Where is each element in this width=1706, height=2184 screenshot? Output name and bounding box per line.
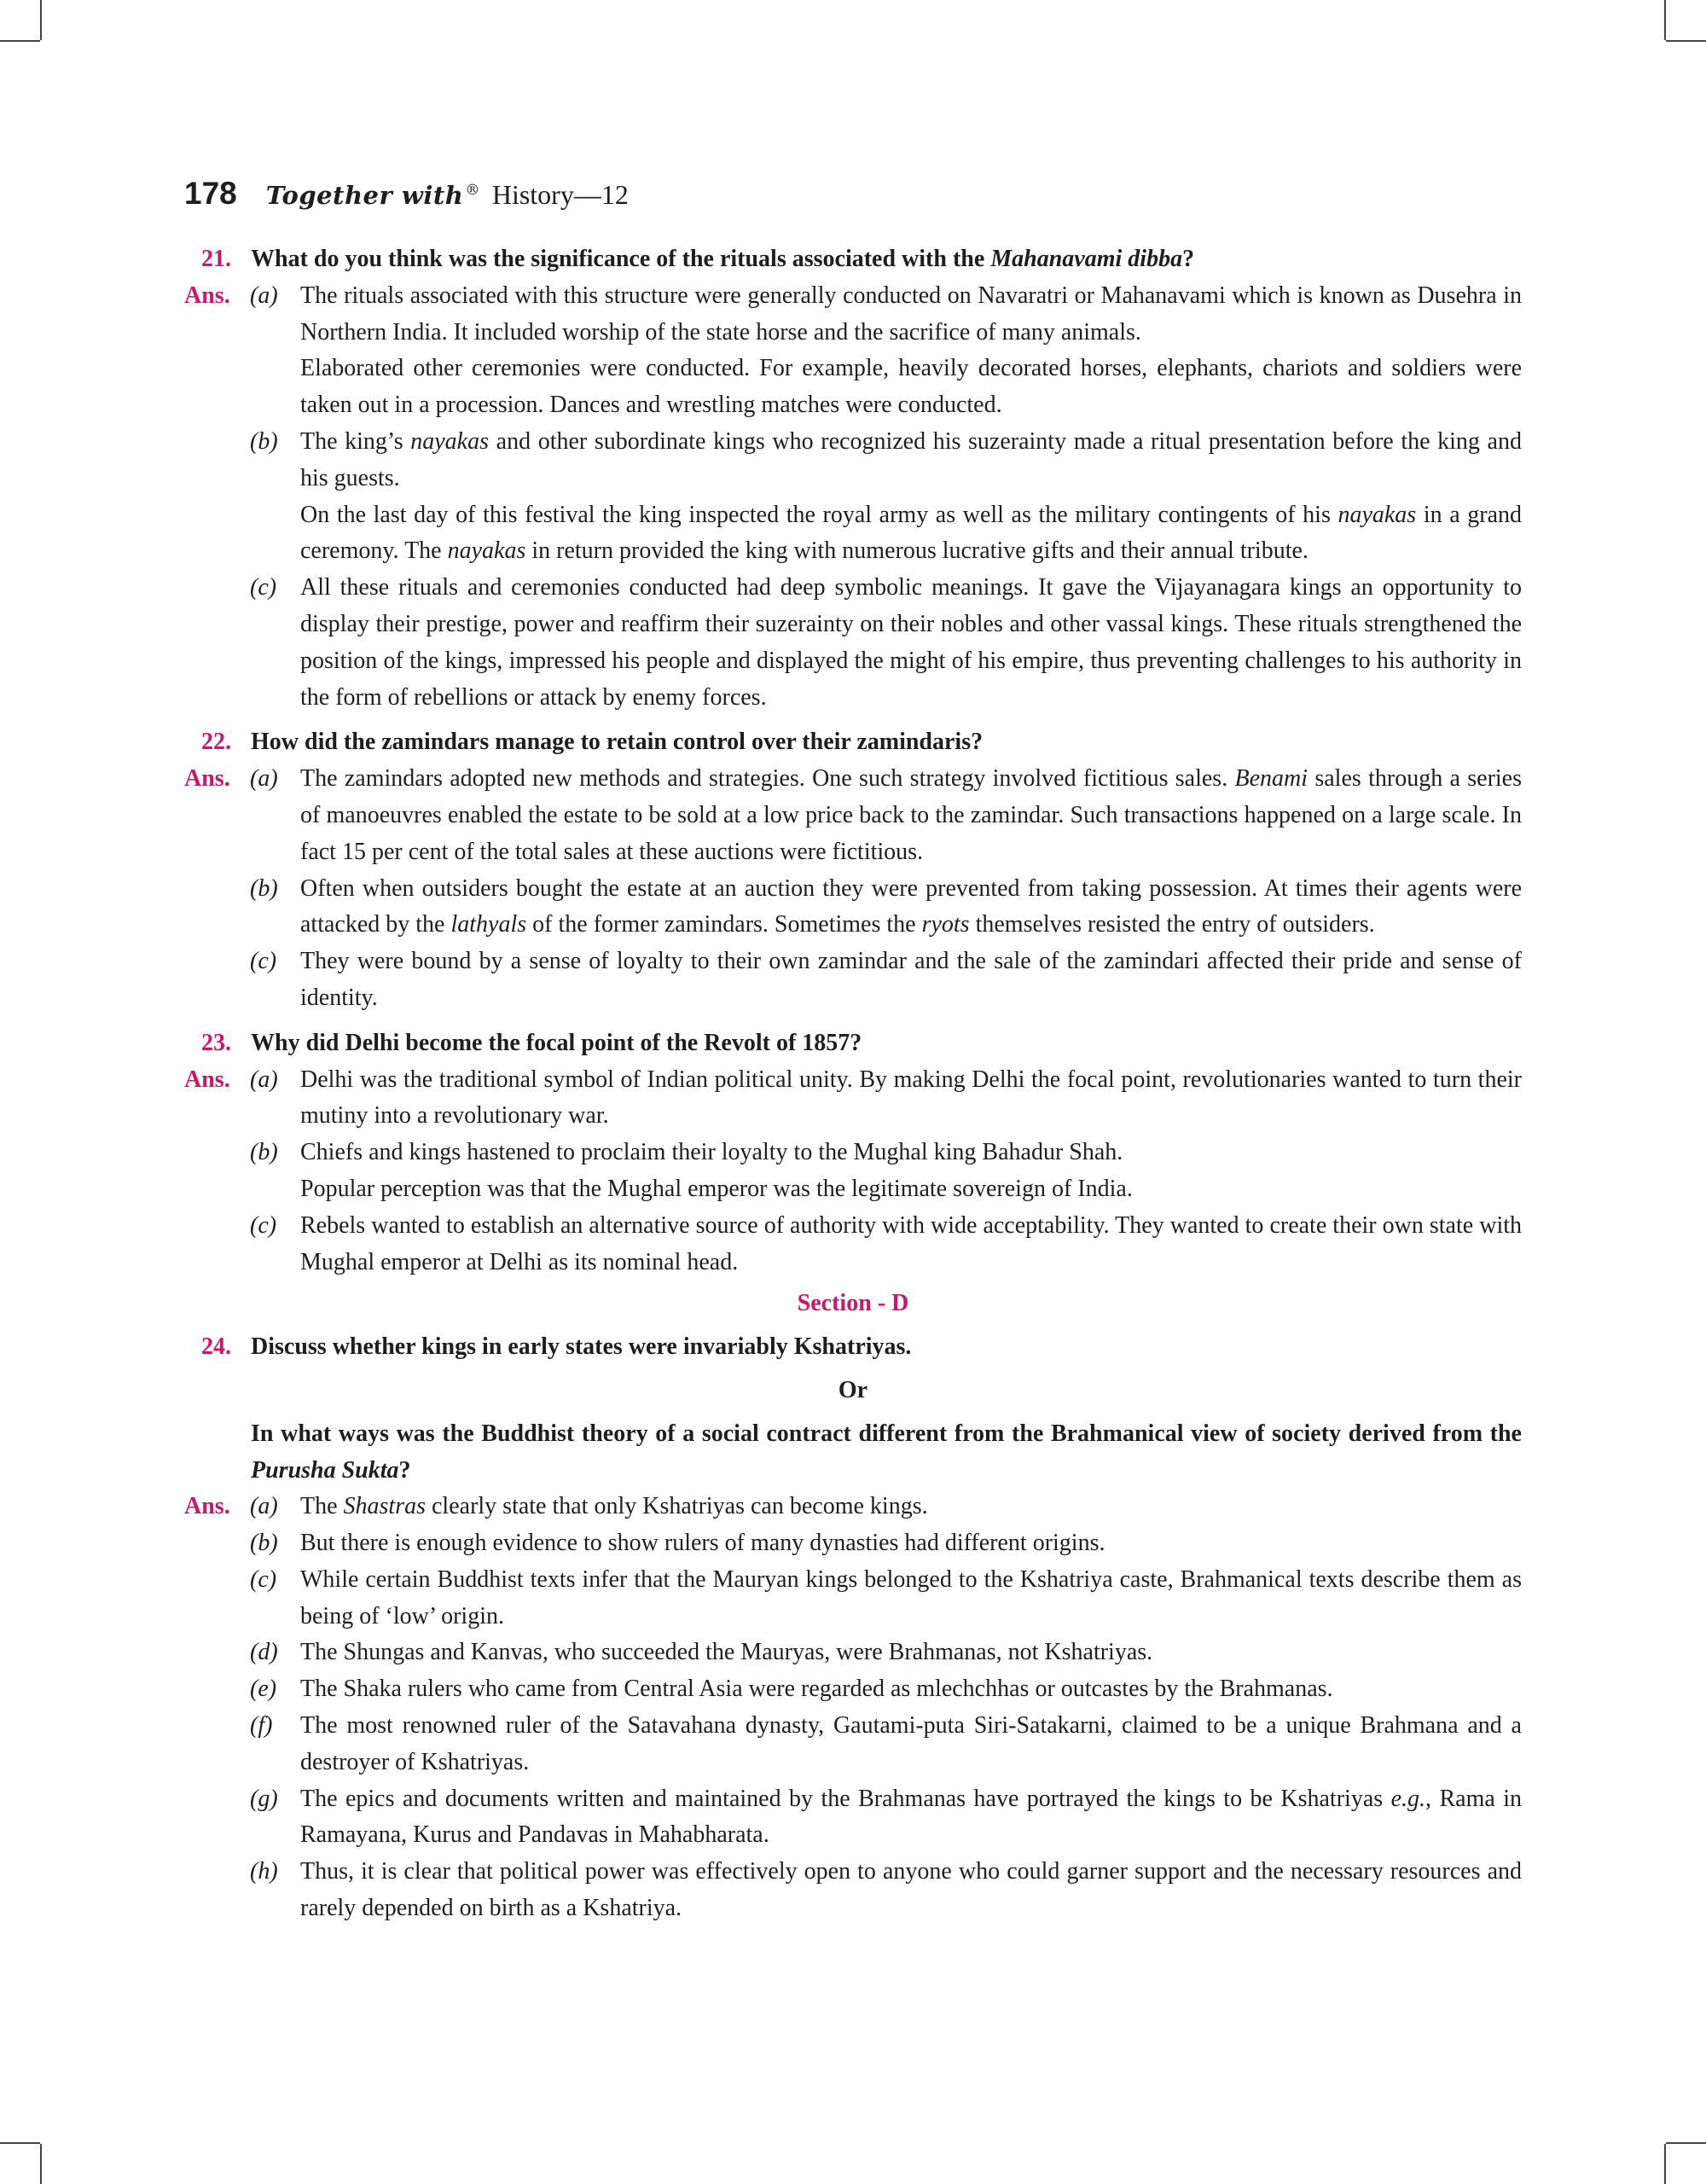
page-content — [0, 241, 1706, 1927]
section-heading: Section - D — [797, 1290, 909, 1317]
question-24-alternative: In what ways was the Buddhist theory of a social contract different from the Brahmanical view of society derived from the Purusha Sukta? — [251, 1420, 1522, 1484]
registered-mark: ® — [465, 182, 480, 200]
item-letter: (g) — [250, 1785, 278, 1812]
item-letter: (a) — [250, 1493, 278, 1520]
item-letter: (b) — [250, 427, 278, 455]
question-number: 23. — [201, 1029, 231, 1056]
answer-paragraph: They were bound by a sense of loyalty to their own zamindar and the sale of the zamindari affected their pride and sense of identity. — [300, 948, 1522, 1011]
item-letter: (a) — [250, 282, 278, 309]
item-letter: (c) — [250, 1565, 277, 1593]
answer-paragraph: But there is enough evidence to show rulers of many dynasties had different origins. — [300, 1530, 1105, 1557]
answer-paragraph: The Shungas and Kanvas, who succeeded the Mauryas, were Brahmanas, not Kshatriyas. — [300, 1639, 1153, 1666]
page-header — [184, 176, 629, 224]
item-letter: (c) — [250, 1211, 277, 1239]
answer-paragraph: The zamindars adopted new methods and strategies. One such strategy involved fictitious sales. Benami sales through a series of manoeuvres enabled the estate to be sold at a low price back to the zamindar. Such transactions happened on a large scale. In fact 15 per cent of the total sales at these auctions were fictitious. — [300, 765, 1522, 865]
question-text: What do you think was the significance of the rituals associated with the Mahanavami dibba? — [251, 246, 1195, 272]
answer-paragraph: The epics and documents written and maintained by the Brahmanas have portrayed the kings to be Kshatriyas e.g., Rama in Ramayana, Kurus and Pandavas in Mahabharata. — [300, 1785, 1523, 1849]
crop-mark-bottom-right-h — [1666, 2142, 1706, 2144]
answer-paragraph: Chiefs and kings hastened to proclaim their loyalty to the Mughal king Bahadur Shah. — [300, 1139, 1123, 1166]
answer-label: Ans. — [184, 282, 230, 309]
answer-23-b — [0, 1135, 1706, 1208]
answer-24-a — [0, 1489, 1706, 1525]
item-letter: (b) — [250, 874, 278, 902]
answer-paragraph: Rebels wanted to establish an alternative source of authority with wide acceptability. They wanted to create their own state with Mughal emperor at Delhi as its nominal head. — [300, 1211, 1522, 1275]
answer-paragraph: Often when outsiders bought the estate at an auction they were prevented from taking possession. At times their agents were attacked by the lathyals of the former zamindars. Sometimes the ryots themselves resisted the entry of outsiders. — [300, 874, 1522, 938]
crop-mark-top-right-v — [1664, 0, 1666, 40]
question-22 — [0, 724, 1706, 761]
answer-22-c — [0, 944, 1706, 1017]
answer-24-f — [0, 1708, 1706, 1781]
answer-23-c — [0, 1208, 1706, 1281]
answer-paragraph: On the last day of this festival the king inspected the royal army as well as the military contingents of his nayakas in a grand ceremony. The nayakas in return provided the king with numerous lucrative gifts and their annual tribute. — [300, 501, 1522, 565]
item-letter: (a) — [250, 765, 278, 793]
item-letter: (e) — [250, 1676, 277, 1703]
question-number: 21. — [201, 246, 231, 272]
answer-22-b — [0, 871, 1706, 944]
crop-mark-top-left-v — [40, 0, 42, 40]
answer-21-c — [0, 570, 1706, 716]
answer-paragraph: The most renowned ruler of the Satavahana dynasty, Gautami-puta Siri-Satakarni, claimed to be a unique Brahmana and a destroyer of Kshatriyas. — [300, 1712, 1522, 1775]
item-letter: (d) — [250, 1639, 278, 1666]
question-number: 24. — [201, 1333, 231, 1361]
answer-paragraph: All these rituals and ceremonies conducted had deep symbolic meanings. It gave the Vijayanagara kings an opportunity to display their prestige, power and reaffirm their suzerainty on their nobles and other vassal kings. These rituals strengthened the position of the kings, impressed his people and displayed the might of his empire, thus preventing challenges to his authority in the form of rebellions or attack by enemy forces. — [300, 574, 1522, 711]
item-letter: (c) — [250, 948, 277, 975]
answer-paragraph: Elaborated other ceremonies were conducted. For example, heavily decorated horses, elephants, chariots and soldiers were taken out in a procession. Dances and wrestling matches were conducted. — [300, 355, 1522, 419]
brand-logo — [266, 181, 480, 210]
answer-paragraph: The rituals associated with this structure were generally conducted on Navaratri or Mahanavami which is known as Dusehra in Northern India. It included worship of the state horse and the sacrifice of many animals. — [300, 282, 1522, 346]
brand-name: Together with — [265, 181, 464, 210]
answer-label: Ans. — [184, 1493, 230, 1520]
question-number: 22. — [201, 729, 231, 756]
answer-paragraph: The Shaka rulers who came from Central Asia were regarded as mlechchhas or outcastes by the Brahmanas. — [300, 1676, 1333, 1703]
question-text: Why did Delhi become the focal point of the Revolt of 1857? — [251, 1029, 862, 1056]
question-text: Discuss whether kings in early states were invariably Kshatriyas. — [251, 1333, 912, 1361]
answer-paragraph: While certain Buddhist texts infer that the Mauryan kings belonged to the Kshatriya caste, Brahmanical texts describe them as being of ‘low’ origin. — [300, 1565, 1522, 1629]
answer-21-b — [0, 424, 1706, 570]
question-24 — [0, 1329, 1706, 1366]
answer-24-h — [0, 1854, 1706, 1927]
crop-mark-top-left-h — [0, 40, 40, 42]
crop-mark-bottom-left-v — [40, 2144, 42, 2184]
answer-24-c — [0, 1562, 1706, 1635]
answer-24-b — [0, 1525, 1706, 1562]
item-letter: (f) — [250, 1712, 273, 1740]
item-letter: (b) — [250, 1530, 278, 1557]
answer-23-a — [0, 1062, 1706, 1136]
answer-paragraph: Delhi was the traditional symbol of Indian political unity. By making Delhi the focal point, revolutionaries wanted to turn their mutiny into a revolutionary war. — [300, 1066, 1522, 1130]
answer-24-e — [0, 1671, 1706, 1708]
answer-22-a — [0, 761, 1706, 870]
crop-mark-top-right-h — [1666, 40, 1706, 42]
question-21 — [0, 241, 1706, 278]
book-subject: History—12 — [491, 179, 629, 210]
page-number: 178 — [184, 176, 237, 211]
item-letter: (a) — [250, 1066, 278, 1093]
item-letter: (c) — [250, 574, 277, 601]
answer-paragraph: Popular perception was that the Mughal emperor was the legitimate sovereign of India. — [300, 1175, 1133, 1202]
answer-21-a — [0, 278, 1706, 424]
crop-mark-bottom-right-v — [1664, 2144, 1666, 2184]
or-separator: Or — [838, 1376, 868, 1403]
answer-24-g — [0, 1781, 1706, 1855]
question-text: How did the zamindars manage to retain control over their zamindaris? — [251, 729, 984, 756]
answer-label: Ans. — [184, 765, 230, 793]
answer-label: Ans. — [184, 1066, 230, 1093]
answer-24-d — [0, 1635, 1706, 1671]
crop-mark-bottom-left-h — [0, 2142, 40, 2144]
question-23 — [0, 1025, 1706, 1062]
item-letter: (h) — [250, 1858, 278, 1885]
answer-paragraph: Thus, it is clear that political power was effectively open to anyone who could garner support and the necessary resources and rarely depended on birth as a Kshatriya. — [300, 1858, 1522, 1922]
item-letter: (b) — [250, 1139, 278, 1166]
answer-paragraph: The Shastras clearly state that only Kshatriyas can become kings. — [300, 1493, 928, 1520]
answer-paragraph: The king’s nayakas and other subordinate kings who recognized his suzerainty made a ritual presentation before the king and his guests. — [300, 427, 1522, 491]
